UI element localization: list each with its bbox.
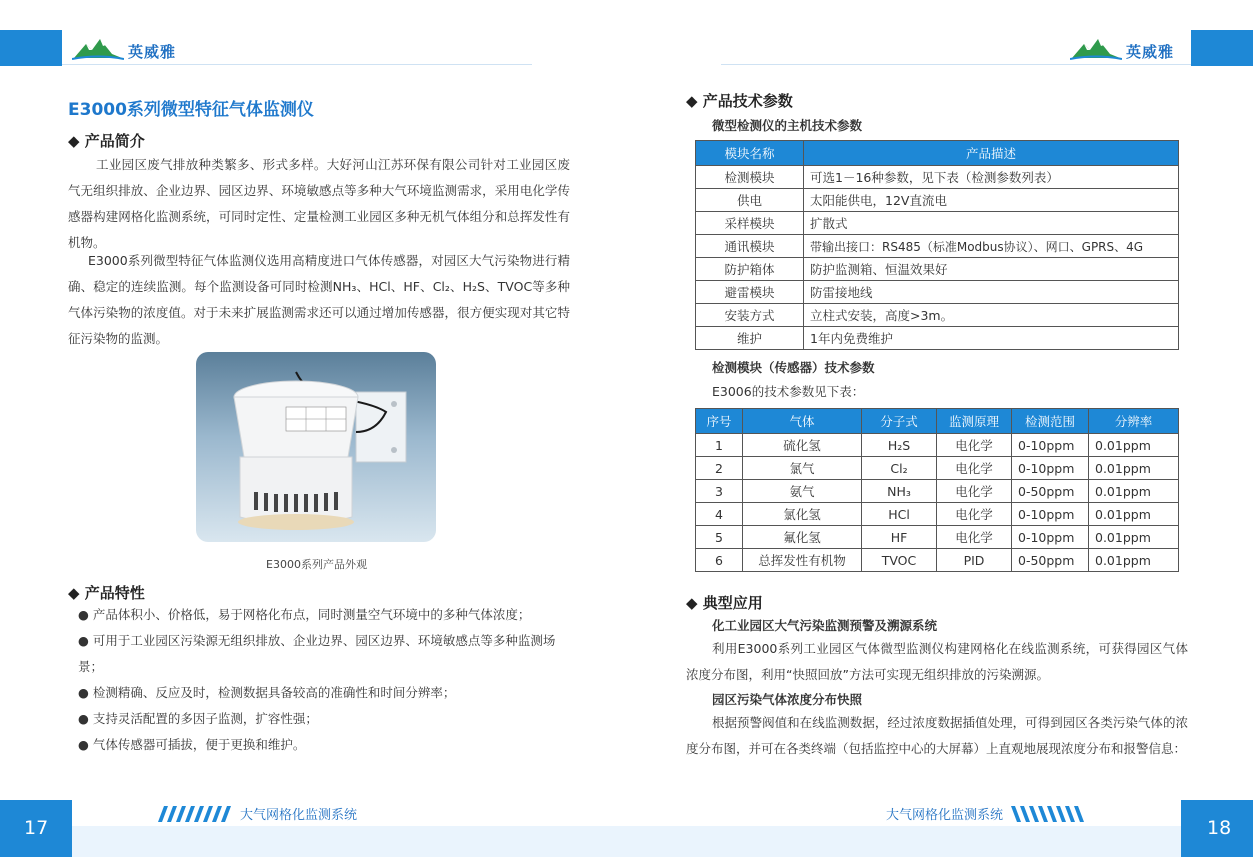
table-row (696, 549, 1179, 572)
sensor-params-desc: E3006的技术参数见下表： (712, 384, 865, 399)
page-number-left: 17 (24, 817, 49, 839)
intro-heading: ◆ 产品简介 (68, 132, 145, 150)
table-row (696, 457, 1179, 480)
table-cell: 0.01ppm (1089, 480, 1179, 503)
table-cell: 立柱式安装，高度>3m。 (804, 304, 1179, 327)
table-cell: 0-10ppm (1012, 526, 1089, 549)
table-row (696, 281, 1179, 304)
table-cell: 1年内免费维护 (804, 327, 1179, 350)
image-caption: E3000系列产品外观 (266, 558, 367, 571)
table-header-cell: 检测范围 (1012, 409, 1089, 434)
features-list (68, 602, 570, 758)
table-cell: 0-50ppm (1012, 549, 1089, 572)
application-heading: ◆ 典型应用 (686, 594, 763, 612)
stripes-decoration-icon (1011, 806, 1085, 822)
footer-strip-left (72, 826, 632, 857)
features-heading: ◆ 产品特性 (68, 584, 145, 602)
table-cell: 硫化氢 (743, 434, 862, 457)
table-row (696, 327, 1179, 350)
table-header-cell: 气体 (743, 409, 862, 434)
intro-paragraph-2: E3000系列微型特征气体监测仪选用高精度进口气体传感器，对园区大气污染物进行精确、稳定的连续监测。每个监测设备可同时检测NH₃、HCl、HF、Cl₂、H₂S、TVOC等多种气体污染物的浓度值。对于未来扩展监测需求还可以通过增加传感器，很方便实现对其它特征污染物的监测。 (68, 253, 570, 346)
table-cell: 0-10ppm (1012, 503, 1089, 526)
brand-logo-left (72, 36, 176, 62)
table-cell: 防护监测箱、恒温效果好 (804, 258, 1179, 281)
footer-title-left: 大气网格化监测系统 (240, 808, 358, 823)
table-cell: 安装方式 (696, 304, 804, 327)
product-title: E3000系列微型特征气体监测仪 (68, 100, 314, 120)
table-header-cell: 监测原理 (937, 409, 1012, 434)
brand-logo-right (1070, 36, 1174, 62)
footer-title-left-group (158, 804, 357, 823)
host-params-table (695, 140, 1179, 350)
tech-heading: ◆ 产品技术参数 (686, 92, 793, 110)
table-cell: 3 (696, 480, 743, 503)
table-row (696, 480, 1179, 503)
table-header-row (696, 409, 1179, 434)
table-cell: 氯化氢 (743, 503, 862, 526)
table-cell: 0.01ppm (1089, 526, 1179, 549)
table-cell: HF (862, 526, 937, 549)
table-row (696, 503, 1179, 526)
table-cell: 氯气 (743, 457, 862, 480)
table-row (696, 166, 1179, 189)
table-cell: 可选1－16种参数，见下表（检测参数列表） (804, 166, 1179, 189)
brand-name: 英威雅 (128, 43, 177, 61)
table-cell: NH₃ (862, 480, 937, 503)
table-cell: HCl (862, 503, 937, 526)
table-header-row (696, 141, 1179, 166)
header-right-tab (1191, 30, 1253, 66)
table-cell: 避雷模块 (696, 281, 804, 304)
table-cell: 电化学 (937, 434, 1012, 457)
table-header-cell: 模块名称 (696, 141, 804, 166)
table-cell: Cl₂ (862, 457, 937, 480)
table-cell: 5 (696, 526, 743, 549)
footer-strip-right (621, 826, 1181, 857)
application-paragraph-2: 根据预警阀值和在线监测数据，经过浓度数据插值处理，可得到园区各类污染气体的浓度分布图，并可在各类终端（包括监控中心的大屏幕）上直观地展现浓度分布和报警信息： (686, 715, 1188, 756)
mountain-logo-icon (1070, 36, 1122, 62)
table-header-cell: 序号 (696, 409, 743, 434)
application-paragraph-1: 利用E3000系列工业园区气体微型监测仪构建网格化在线监测系统，可获得园区气体浓度分布图，利用“快照回放”方法可实现无组织排放的污染溯源。 (686, 641, 1188, 682)
table-cell: 6 (696, 549, 743, 572)
table-cell: 电化学 (937, 503, 1012, 526)
sensor-params-table (695, 408, 1179, 572)
table-cell: 防雷接地线 (804, 281, 1179, 304)
table-cell: 氨气 (743, 480, 862, 503)
table-cell: 电化学 (937, 480, 1012, 503)
list-item: ● 可用于工业园区污染源无组织排放、企业边界、园区边界、环境敏感点等多种监测场景； (78, 633, 556, 674)
footer-title-right-group (886, 804, 1085, 823)
table-row (696, 212, 1179, 235)
table-cell: 电化学 (937, 457, 1012, 480)
table-cell: 带输出接口：RS485（标准Modbus协议）、网口、GPRS、4G (804, 235, 1179, 258)
table-cell: 总挥发性有机物 (743, 549, 862, 572)
header-left-tab (0, 30, 62, 66)
page-number-right: 18 (1207, 817, 1232, 839)
header-divider-left (62, 64, 532, 65)
table-cell: 采样模块 (696, 212, 804, 235)
table-row (696, 526, 1179, 549)
brand-name: 英威雅 (1126, 43, 1175, 61)
gas-monitor-device-illustration (196, 352, 436, 542)
product-image (196, 352, 436, 542)
table-cell: 2 (696, 457, 743, 480)
table-cell: 0.01ppm (1089, 549, 1179, 572)
list-item: ● 支持灵活配置的多因子监测，扩容性强； (78, 711, 318, 726)
table-row (696, 189, 1179, 212)
table-cell: 0-10ppm (1012, 457, 1089, 480)
table-cell: 通讯模块 (696, 235, 804, 258)
application-subtitle-1: 化工业园区大气污染监测预警及溯源系统 (712, 618, 938, 633)
table-cell: TVOC (862, 549, 937, 572)
table-row (696, 258, 1179, 281)
table-row (696, 304, 1179, 327)
table-cell: PID (937, 549, 1012, 572)
header-divider-right (721, 64, 1191, 65)
table-cell: 氟化氢 (743, 526, 862, 549)
application-subtitle-2: 园区污染气体浓度分布快照 (712, 692, 863, 707)
list-item: ● 检测精确、反应及时，检测数据具备较高的准确性和时间分辨率； (78, 685, 456, 700)
table-cell: 1 (696, 434, 743, 457)
table-row (696, 235, 1179, 258)
table-cell: 0-50ppm (1012, 480, 1089, 503)
table-row (696, 434, 1179, 457)
table-cell: H₂S (862, 434, 937, 457)
table-cell: 检测模块 (696, 166, 804, 189)
table-header-cell: 产品描述 (804, 141, 1179, 166)
list-item: ● 气体传感器可插拔，便于更换和维护。 (78, 737, 306, 752)
table-cell: 0.01ppm (1089, 503, 1179, 526)
table-cell: 扩散式 (804, 212, 1179, 235)
table-cell: 电化学 (937, 526, 1012, 549)
table-cell: 维护 (696, 327, 804, 350)
intro-paragraph-1: 工业园区废气排放种类繁多、形式多样。大好河山江苏环保有限公司针对工业园区废气无组织排放、企业边界、园区边界、环境敏感点等多种大气环境监测需求，采用电化学传感器构建网格化监测系统，可同时定性、定量检测工业园区多种无机气体组分和总挥发性有机物。 (68, 157, 570, 250)
footer-title-right: 大气网格化监测系统 (886, 808, 1004, 823)
table-cell: 防护箱体 (696, 258, 804, 281)
table-cell: 0-10ppm (1012, 434, 1089, 457)
table-cell: 0.01ppm (1089, 457, 1179, 480)
host-params-subtitle: 微型检测仪的主机技术参数 (712, 118, 863, 133)
sensor-params-subtitle: 检测模块（传感器）技术参数 (712, 360, 875, 375)
table-cell: 4 (696, 503, 743, 526)
table-header-cell: 分辨率 (1089, 409, 1179, 434)
list-item: ● 产品体积小、价格低，易于网格化布点，同时测量空气环境中的多种气体浓度； (78, 607, 531, 622)
table-header-cell: 分子式 (862, 409, 937, 434)
stripes-decoration-icon (158, 806, 232, 822)
table-cell: 太阳能供电，12V直流电 (804, 189, 1179, 212)
mountain-logo-icon (72, 36, 124, 62)
table-cell: 0.01ppm (1089, 434, 1179, 457)
table-cell: 供电 (696, 189, 804, 212)
